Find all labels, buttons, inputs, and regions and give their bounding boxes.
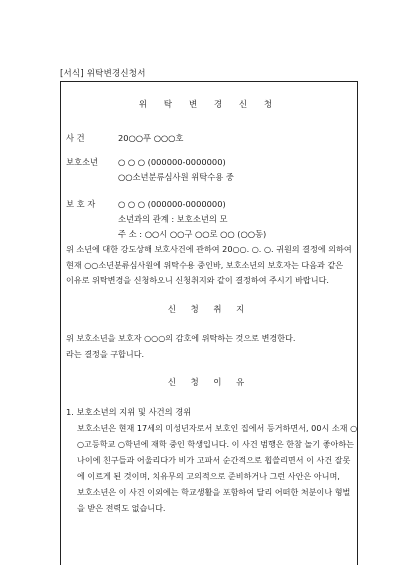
reason-line: ○고등학교 ○학년에 재학 중인 학생입니다. 이 사건 범행은 한참 놀기 좋아하는	[77, 439, 354, 449]
purpose-paragraph	[66, 331, 351, 362]
case-number: 20○○푸 ○○○호	[118, 133, 184, 143]
juvenile-status: ○○소년분류심사원 위탁수용 중	[118, 172, 234, 182]
reason-item-title: 1. 보호소년의 지위 및 사건의 경위	[66, 407, 192, 417]
document-title: 위 탁 변 경 신 청	[138, 100, 280, 110]
reason-line: 보호소년은 이 사건 이외에는 학교생활을 포함하여 달리 어떠한 처분이나 형벌	[77, 487, 351, 497]
purpose-heading: 신 청 취 지	[167, 304, 251, 314]
document-frame	[60, 81, 358, 565]
juvenile-name: ○ ○ ○ (000000-0000000)	[118, 157, 226, 167]
case-label: 사 건	[66, 133, 85, 143]
form-label: [서식] 위탁변경신청서	[60, 69, 146, 79]
reason-line: 에 이르게 된 것이며, 치유무의 고의적으로 준비하거나 그런 사안은 아니며,	[77, 471, 340, 481]
intro-line: 이유로 위탁변경을 신청하오니 신청취지와 같이 결정하여 주시기 바랍니다.	[66, 275, 329, 285]
intro-line: 현재 ○○소년분류심사원에 위탁수용 중인바, 보호소년의 보호자는 다음과 같은	[66, 259, 344, 270]
reason-heading: 신 청 이 유	[167, 377, 251, 387]
reason-line: 보호소년은 현재 17세의 미성년자로서 보호인 집에서 등거하면서, 00시 소재 ○	[77, 423, 358, 433]
juvenile-label: 보호소년	[66, 157, 99, 167]
reason-line: 을 받은 전력도 없습니다.	[77, 503, 166, 513]
guardian-label: 보 호 자	[66, 199, 96, 209]
intro-paragraph	[66, 242, 351, 289]
reason-line: 나이에 친구들과 어울리다가 비가 고파서 순간적으로 휩쓸리면서 이 사건 잘못	[77, 455, 351, 465]
guardian-address: 주 소 : ○○시 ○○구 ○○로 ○○ (○○동)	[118, 229, 267, 239]
intro-line: 위 소년에 대한 강도상해 보호사건에 관하여 20○○. ○. ○. 귀원의 결정에 의하여	[66, 244, 352, 254]
purpose-line: 라는 결정을 구합니다.	[66, 348, 145, 359]
guardian-name: ○ ○ ○ (000000-0000000)	[118, 199, 226, 209]
purpose-line: 위 보호소년을 보호자 ○○○의 감호에 위탁하는 것으로 변경한다.	[66, 333, 296, 343]
guardian-relation: 소년과의 관계 : 보호소년의 모	[118, 214, 228, 224]
